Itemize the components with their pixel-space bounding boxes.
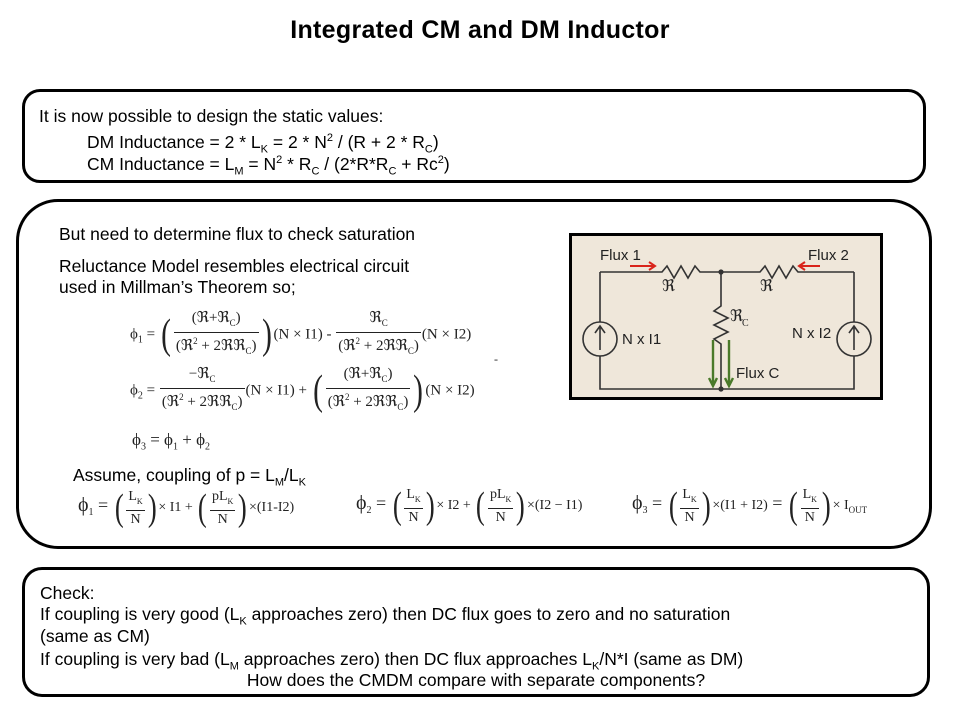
bad-sub: M — [229, 660, 239, 673]
cm-inductance-formula — [87, 150, 450, 182]
den-mid: + 2ℜℜ — [183, 394, 232, 410]
assume-mid: /L — [284, 465, 299, 485]
center-resistor — [714, 272, 728, 389]
x-i2-i1: ×(I2 − I1) — [526, 498, 583, 514]
phi1-formula — [130, 310, 471, 360]
denominator: N — [408, 509, 419, 525]
phi-sub: 1 — [88, 506, 94, 518]
bad-b: approaches zero) then DC flux approaches L — [238, 649, 592, 669]
fluxc-label: Flux C — [736, 365, 780, 382]
eq: = — [647, 493, 667, 514]
fraction — [210, 488, 235, 528]
eq: = — [93, 495, 113, 516]
bad-a: If coupling is very bad (L — [40, 649, 230, 669]
den-end: ) — [413, 338, 419, 354]
static-values-intro: It is now possible to design the static values: — [39, 106, 384, 126]
dm-end: ) — [432, 131, 439, 152]
den-sup: 2 — [355, 336, 360, 346]
den-mid: + 2ℜℜ — [349, 394, 398, 410]
plus: + — [459, 498, 475, 514]
phi-sub: 3 — [140, 441, 146, 453]
neg-rc: −ℜ — [188, 366, 210, 382]
r-center-sub-label: C — [742, 318, 749, 329]
x-iout: × I — [832, 498, 849, 514]
n-i2: (N × I2) — [421, 326, 472, 343]
den-sub: C — [231, 402, 238, 412]
den: (ℜ — [161, 394, 180, 410]
paren-close: ) — [413, 368, 424, 414]
lk-sub: K — [505, 494, 512, 504]
iout-sub: OUT — [848, 504, 868, 515]
paren-close: ) — [147, 486, 157, 529]
phi-symbol: ϕ — [132, 430, 141, 449]
fraction — [801, 486, 819, 526]
plus: + — [294, 382, 311, 399]
fraction — [404, 486, 422, 526]
fraction — [126, 488, 144, 528]
denominator — [174, 333, 259, 360]
n-i1: (N × I1) — [273, 326, 323, 343]
numerator — [404, 486, 422, 509]
phi-sub: 3 — [642, 504, 648, 516]
lk: L — [682, 487, 691, 502]
assume-prefix: Assume, coupling of p = L — [73, 465, 275, 485]
fraction — [336, 310, 421, 360]
lk-sub: K — [811, 494, 817, 504]
dm-sup: 2 — [326, 132, 333, 144]
eq: = — [371, 493, 391, 514]
numerator — [680, 486, 698, 509]
cm-end: ) — [443, 153, 450, 174]
dm-sub-c: C — [424, 143, 433, 156]
circuit-svg — [572, 236, 880, 397]
den-end: ) — [251, 338, 257, 354]
den: (ℜ — [175, 338, 194, 354]
check-same-as-cm: (same as CM) — [40, 626, 150, 646]
phi-sub: 2 — [366, 504, 372, 516]
paren-open: ( — [114, 486, 124, 529]
phi2-formula — [130, 366, 475, 416]
rc-sub: C — [381, 318, 388, 328]
numerator — [488, 486, 513, 509]
phi3-rhs-sub2: 2 — [205, 441, 211, 453]
lk: L — [128, 489, 137, 504]
bad-c: /N*I (same as DM) — [599, 649, 744, 669]
den: (ℜ — [338, 338, 356, 354]
n-i1: (N × I1) — [245, 382, 295, 399]
cm-sub-m: M — [234, 165, 244, 178]
den-end: ) — [237, 394, 243, 410]
paren-close: ) — [821, 484, 831, 527]
cm-mid: = N — [243, 153, 277, 174]
numerator — [210, 488, 235, 511]
num: (ℜ+ℜ — [343, 366, 382, 382]
numerator — [326, 366, 411, 389]
denominator — [326, 389, 411, 416]
phi-sub: 2 — [137, 390, 143, 402]
minus: - — [322, 326, 336, 343]
plk: pL — [211, 489, 228, 504]
assume-sub-k: K — [298, 476, 306, 489]
den-mid: + 2ℜℜ — [360, 338, 408, 354]
denominator: N — [804, 509, 815, 525]
paren-open: ( — [476, 484, 486, 527]
num-sub: C — [229, 318, 236, 328]
denominator: N — [130, 511, 141, 527]
fraction — [174, 310, 259, 360]
den-sub: C — [245, 346, 252, 356]
plk: pL — [489, 487, 506, 502]
x-i2: × I2 — [436, 498, 460, 514]
rc-sub: C — [209, 374, 216, 384]
phi3-plus: + ϕ — [178, 430, 206, 449]
phi2-coupling-formula — [356, 486, 582, 526]
den-sub: C — [407, 346, 414, 356]
phi-symbol: ϕ — [632, 492, 643, 515]
r-right-label: ℜ — [760, 278, 774, 295]
phi-symbol: ϕ — [356, 492, 367, 515]
paren-close: ) — [238, 486, 248, 529]
cm-sup2: 2 — [437, 154, 444, 166]
lk-sub: K — [414, 494, 421, 504]
phi-symbol: ϕ — [78, 494, 89, 517]
bad-sub2: K — [591, 660, 600, 673]
x-i1pi2: ×(I1 + I2) — [712, 498, 768, 514]
dm-tail: / (R + 2 * R — [332, 131, 425, 152]
junction-bottom — [718, 386, 723, 391]
cm-prefix: CM Inductance = L — [87, 153, 235, 174]
good-a: If coupling is very good (L — [40, 604, 240, 624]
paren-close: ) — [261, 312, 272, 358]
cm-tail2: + Rc — [396, 153, 438, 174]
dm-mid: = 2 * N — [268, 131, 327, 152]
denominator: N — [217, 511, 228, 527]
paren-open: ( — [668, 484, 678, 527]
good-sub: K — [239, 615, 247, 628]
cm-tail: / (2*R*R — [319, 153, 389, 174]
paren-open: ( — [788, 484, 798, 527]
dm-sub-k: K — [260, 143, 268, 156]
stray-dash: - — [494, 352, 498, 366]
phi3-rhs: = ϕ — [145, 430, 173, 449]
lk-sub: K — [690, 494, 697, 504]
reluctance-model-text: Reluctance Model resembles electrical circuit — [59, 256, 410, 276]
cm-sub-c: C — [311, 165, 320, 178]
numerator — [801, 486, 819, 509]
check-question: How does the CMDM compare with separate components? — [246, 670, 706, 690]
top-wire-resistors — [600, 266, 854, 278]
fraction — [680, 486, 698, 526]
den-end: ) — [403, 394, 409, 410]
lk: L — [802, 487, 812, 502]
check-box — [22, 567, 930, 697]
reluctance-circuit-diagram — [569, 233, 883, 400]
fraction — [160, 366, 245, 416]
x-i1-i2: ×(I1-I2) — [248, 500, 295, 516]
cm-sup: 2 — [276, 154, 283, 166]
slide-title: Integrated CM and DM Inductor — [290, 16, 670, 44]
numerator — [336, 310, 421, 333]
phi-symbol: ϕ — [130, 326, 138, 343]
den: (ℜ — [327, 394, 345, 410]
static-values-box — [22, 89, 926, 183]
cm-sub-c2: C — [388, 165, 397, 178]
den-sup: 2 — [344, 392, 350, 402]
lk: L — [406, 487, 415, 502]
good-b: approaches zero) then DC flux goes to zero and no saturation — [246, 604, 731, 624]
x-i1: × I1 — [158, 500, 182, 516]
denominator — [160, 389, 245, 416]
paren-open: ( — [392, 484, 402, 527]
dm-prefix: DM Inductance = 2 * L — [87, 131, 261, 152]
source-right-label: N x I2 — [792, 325, 832, 342]
cm-mid2: * R — [282, 153, 312, 174]
plus: + — [181, 500, 197, 516]
paren-close: ) — [425, 484, 435, 527]
eq: = — [142, 382, 159, 399]
millman-text: used in Millman’s Theorem so; — [59, 277, 296, 297]
paren-close: ) — [701, 484, 711, 527]
numerator — [126, 488, 144, 511]
num-end: ) — [387, 366, 393, 382]
den-sup: 2 — [179, 392, 184, 402]
num-sub: C — [381, 374, 388, 384]
lk-sub: K — [136, 496, 143, 506]
paren-open: ( — [312, 368, 323, 414]
phi3-rhs-sub1: 1 — [173, 441, 178, 453]
numerator — [160, 366, 245, 389]
eq: = — [142, 326, 159, 343]
check-heading: Check: — [40, 583, 95, 603]
flux1-label: Flux 1 — [600, 247, 641, 264]
fraction — [488, 486, 513, 526]
junction-top — [718, 269, 723, 274]
r-left-label: ℜ — [662, 278, 676, 295]
paren-open: ( — [160, 312, 171, 358]
lk-sub: K — [227, 496, 234, 506]
paren-open: ( — [198, 486, 208, 529]
phi3-formula — [132, 430, 210, 452]
paren-close: ) — [516, 484, 526, 527]
den-mid: + 2ℜℜ — [197, 338, 246, 354]
num: (ℜ+ℜ — [191, 310, 230, 326]
fraction — [326, 366, 411, 416]
denominator: N — [684, 509, 695, 525]
phi1-coupling-formula — [78, 488, 294, 528]
flux-check-text: But need to determine flux to check saturation — [59, 224, 416, 244]
denominator: N — [495, 509, 506, 525]
phi-symbol: ϕ — [130, 382, 138, 399]
num-end: ) — [235, 310, 241, 326]
numerator — [174, 310, 259, 333]
denominator — [336, 333, 421, 360]
r-center-label: ℜ — [730, 308, 744, 325]
phi3-coupling-formula — [632, 486, 867, 526]
n-i2: (N × I2) — [425, 382, 475, 399]
rc: ℜ — [369, 310, 382, 326]
fluxc-arrow-right-icon — [725, 340, 733, 386]
fluxc-arrow-left-icon — [709, 340, 717, 386]
eq: = — [767, 493, 787, 514]
den-sup: 2 — [193, 336, 198, 346]
flux2-label: Flux 2 — [808, 247, 849, 264]
assume-sub-m: M — [274, 476, 285, 489]
den-sub: C — [397, 402, 404, 412]
source-left-label: N x I1 — [622, 331, 662, 348]
phi-sub: 1 — [137, 334, 143, 346]
